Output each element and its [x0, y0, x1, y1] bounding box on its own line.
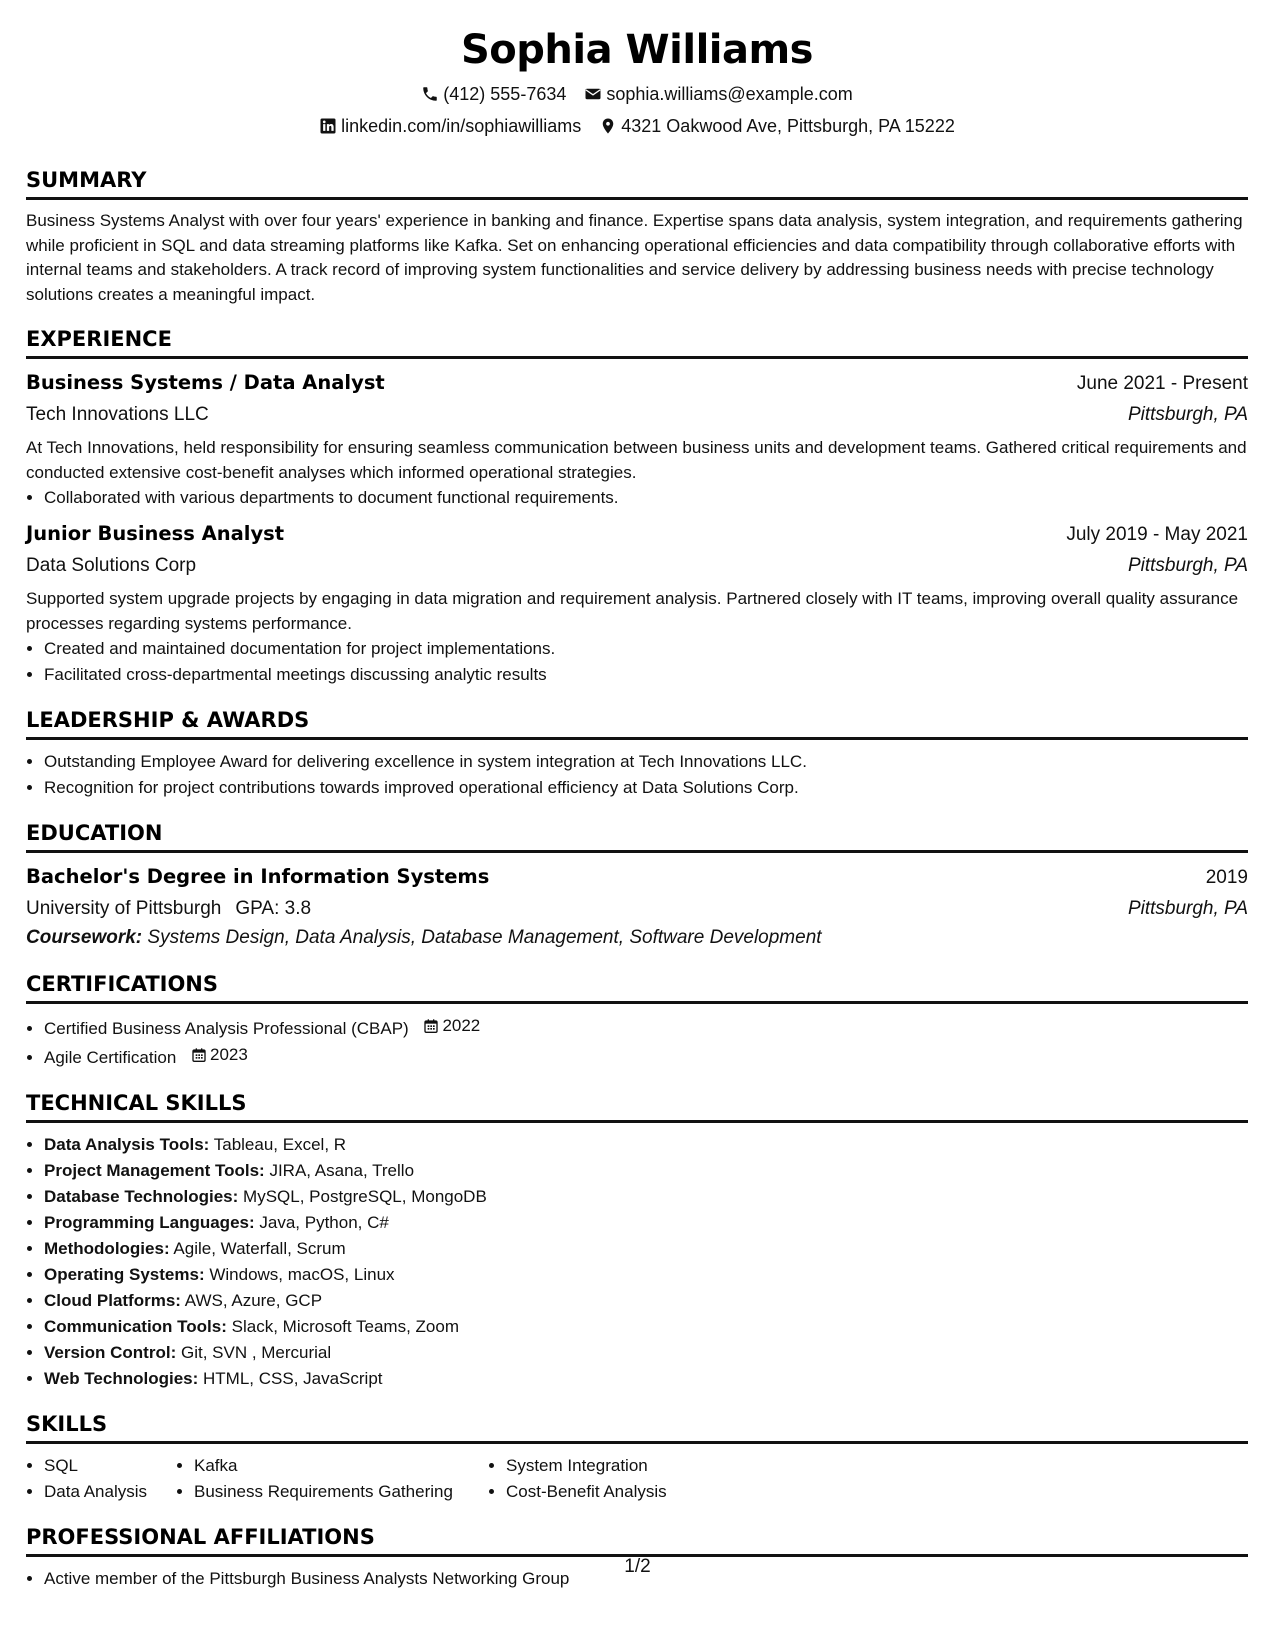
resume-header — [26, 0, 1248, 138]
skill-values: AWS, Azure, GCP — [184, 1291, 323, 1310]
skills-column — [26, 1453, 176, 1505]
graduation-year: 2019 — [1205, 867, 1248, 888]
skill-category: Database Technologies: — [44, 1187, 239, 1206]
skill-values: Agile, Waterfall, Scrum — [173, 1239, 346, 1258]
skill-values: Tableau, Excel, R — [213, 1135, 347, 1154]
skill-item: • Cost-Benefit Analysis — [506, 1479, 748, 1505]
skill-category: Methodologies: — [44, 1239, 170, 1258]
certification-item — [44, 1042, 1248, 1071]
skill-values: Git, SVN , Mercurial — [180, 1343, 332, 1362]
education-subheader — [26, 893, 1248, 924]
technical-skills-section — [26, 1089, 1248, 1392]
certification-year: 2023 — [210, 1045, 248, 1064]
skill-values: Java, Python, C# — [259, 1213, 389, 1232]
education-title: EDUCATION — [26, 821, 163, 845]
job-entry — [26, 368, 1248, 511]
certification-name: Agile Certification — [44, 1048, 177, 1067]
contact-line-1 — [26, 82, 1248, 106]
certification-date — [423, 1013, 480, 1039]
calendar-icon — [423, 1018, 439, 1034]
certification-date — [191, 1042, 248, 1068]
section-divider — [26, 1441, 1248, 1444]
certification-year: 2022 — [442, 1016, 481, 1035]
skill-category: Programming Languages: — [44, 1213, 255, 1232]
school-location: Pittsburgh, PA — [1127, 898, 1248, 919]
skill-values: Windows, macOS, Linux — [209, 1265, 395, 1284]
job-header — [26, 519, 1248, 550]
education-header — [26, 862, 1248, 893]
technical-skill-item — [44, 1236, 1248, 1262]
technical-skills-list — [26, 1132, 1248, 1392]
technical-skill-item — [44, 1366, 1248, 1392]
section-divider — [26, 1120, 1248, 1123]
linkedin-link[interactable]: linkedin.com/in/sophiawilliams — [341, 116, 582, 136]
job-subheader — [26, 399, 1248, 430]
skill-category: Cloud Platforms: — [44, 1291, 181, 1310]
technical-skill-item — [44, 1288, 1248, 1314]
summary-section — [26, 166, 1248, 307]
award-item: • Outstanding Employee Award for delivering excellence in system integration at Tech Innovations LLC. — [44, 749, 1248, 775]
skill-item: • System Integration — [506, 1453, 748, 1479]
technical-skill-item — [44, 1184, 1248, 1210]
candidate-name: Sophia Williams — [461, 27, 813, 73]
skill-values: Slack, Microsoft Teams, Zoom — [231, 1317, 459, 1336]
calendar-icon — [191, 1047, 207, 1063]
address-text: 4321 Oakwood Ave, Pittsburgh, PA 15222 — [621, 116, 955, 136]
summary-text: Business Systems Analyst with over four years' experience in banking and finance. Expertise spans data analysis, system integration, and requirements gathering while proficient in SQL and data streaming platforms like Kafka. Set on enhancing operational efficiencies and data compatibility through collaborative efforts with internal teams and stakeholders. A track record of improving system functionalities and service delivery by addressing business needs with precise technology solutions creates a meaningful impact. — [26, 211, 1243, 304]
job-bullet: • Collaborated with various departments to document functional requirements. — [44, 485, 1248, 511]
linkedin-icon — [319, 117, 337, 135]
coursework-list: Systems Design, Data Analysis, Database Management, Software Development — [147, 927, 822, 948]
job-dates: June 2021 - Present — [1076, 373, 1248, 394]
certification-item — [44, 1013, 1248, 1042]
technical-skill-item — [44, 1314, 1248, 1340]
skills-column — [176, 1453, 488, 1505]
job-location: Pittsburgh, PA — [1127, 404, 1248, 425]
skill-item: • SQL — [44, 1453, 176, 1479]
page-number: 1/2 — [624, 1556, 651, 1577]
skill-category: Web Technologies: — [44, 1369, 199, 1388]
coursework-label: Coursework: — [26, 927, 143, 948]
section-divider — [26, 737, 1248, 740]
award-item: • Recognition for project contributions towards improved operational efficiency at Data Solutions Corp. — [44, 775, 1248, 801]
contact-linkedin[interactable] — [319, 114, 581, 138]
school-line — [26, 893, 311, 924]
envelope-icon — [584, 85, 602, 103]
leadership-section — [26, 706, 1248, 801]
section-divider — [26, 1001, 1248, 1004]
contact-email[interactable] — [584, 82, 852, 106]
skill-values: MySQL, PostgreSQL, MongoDB — [243, 1187, 487, 1206]
phone-text: (412) 555-7634 — [443, 84, 567, 104]
technical-skill-item — [44, 1262, 1248, 1288]
technical-skills-title: TECHNICAL SKILLS — [26, 1091, 247, 1115]
technical-skill-item — [44, 1132, 1248, 1158]
section-divider — [26, 356, 1248, 359]
affiliations-title: PROFESSIONAL AFFILIATIONS — [26, 1525, 375, 1549]
skill-values: JIRA, Asana, Trello — [269, 1161, 415, 1180]
leadership-title: LEADERSHIP & AWARDS — [26, 708, 310, 732]
skill-item: • Business Requirements Gathering — [194, 1479, 488, 1505]
affiliation-item: • Active member of the Pittsburgh Business Analysts Networking Group — [44, 1566, 1248, 1592]
leadership-list — [26, 749, 1248, 801]
skill-category: Data Analysis Tools: — [44, 1135, 210, 1154]
skill-item: • Kafka — [194, 1453, 488, 1479]
skill-item: • Data Analysis — [44, 1479, 176, 1505]
job-subheader — [26, 550, 1248, 581]
skill-category: Operating Systems: — [44, 1265, 205, 1284]
resume-page — [26, 0, 1248, 1592]
certifications-list — [26, 1013, 1248, 1071]
job-bullet: • Created and maintained documentation for project implementations. — [44, 636, 1248, 662]
job-location: Pittsburgh, PA — [1127, 555, 1248, 576]
job-description: Supported system upgrade projects by engaging in data migration and requirement analysis. Partnered closely with IT teams, improving overall quality assurance processes regarding systems performance. — [26, 589, 1239, 633]
education-section — [26, 819, 1248, 952]
job-company: Tech Innovations LLC — [26, 404, 209, 425]
skills-grid — [26, 1453, 1248, 1505]
job-entry — [26, 519, 1248, 688]
job-title: Business Systems / Data Analyst — [26, 371, 385, 394]
job-dates: July 2019 - May 2021 — [1066, 524, 1248, 545]
certifications-title: CERTIFICATIONS — [26, 972, 219, 996]
degree-title: Bachelor's Degree in Information Systems — [26, 865, 490, 888]
skill-category: Project Management Tools: — [44, 1161, 265, 1180]
job-header — [26, 368, 1248, 399]
contact-address — [599, 114, 955, 138]
job-bullets — [26, 485, 1248, 511]
skill-category: Communication Tools: — [44, 1317, 227, 1336]
skill-category: Version Control: — [44, 1343, 177, 1362]
experience-title: EXPERIENCE — [26, 327, 172, 351]
experience-section — [26, 325, 1248, 688]
job-company: Data Solutions Corp — [26, 555, 197, 576]
certifications-section — [26, 970, 1248, 1071]
technical-skill-item — [44, 1158, 1248, 1184]
certification-name: Certified Business Analysis Professional (CBAP) — [44, 1019, 409, 1038]
section-divider — [26, 197, 1248, 200]
summary-title: SUMMARY — [26, 168, 147, 192]
section-divider — [26, 850, 1248, 853]
contact-line-2 — [26, 114, 1248, 138]
job-title: Junior Business Analyst — [26, 522, 285, 545]
phone-icon — [421, 85, 439, 103]
job-description: At Tech Innovations, held responsibility for ensuring seamless communication between business units and development teams. Gathered critical requirements and conducted extensive cost-benefit analyses which informed operational strategies. — [26, 438, 1247, 482]
map-pin-icon — [599, 117, 617, 135]
technical-skill-item — [44, 1340, 1248, 1366]
technical-skill-item — [44, 1210, 1248, 1236]
job-bullets — [26, 636, 1248, 688]
coursework — [26, 924, 1248, 952]
email-link[interactable]: sophia.williams@example.com — [606, 84, 853, 104]
gpa: GPA: 3.8 — [235, 898, 312, 919]
school-name: University of Pittsburgh — [26, 898, 222, 919]
skills-section — [26, 1410, 1248, 1505]
skills-title: SKILLS — [26, 1412, 108, 1436]
skills-column — [488, 1453, 748, 1505]
contact-phone — [421, 82, 566, 106]
job-bullet: • Facilitated cross-departmental meetings discussing analytic results — [44, 662, 1248, 688]
skill-values: HTML, CSS, JavaScript — [203, 1369, 383, 1388]
